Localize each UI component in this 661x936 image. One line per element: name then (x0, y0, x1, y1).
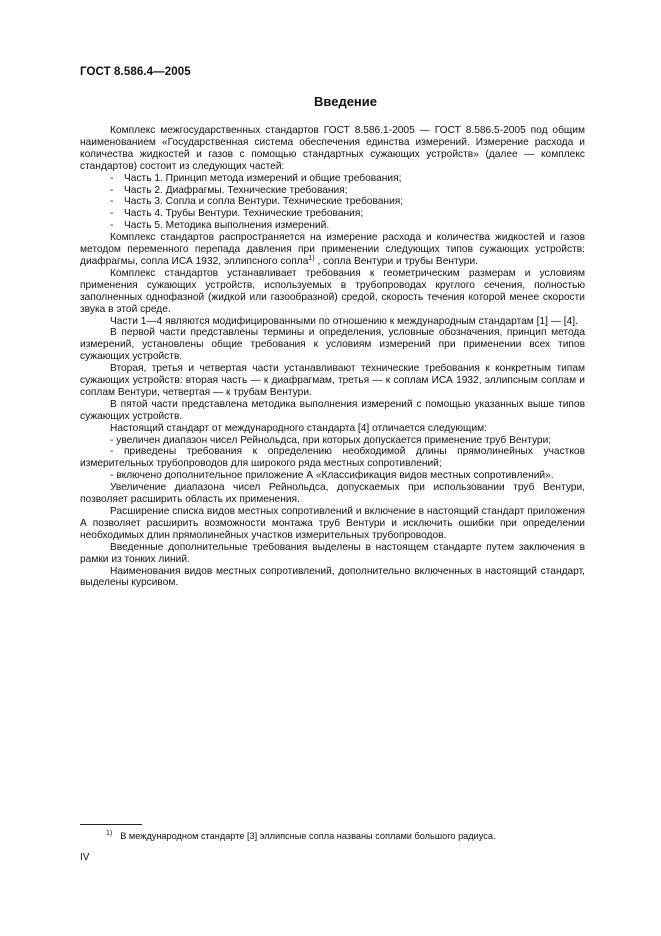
paragraph: В первой части представлены термины и определения, условные обозначения, принцип метода измерений, установлены общие требования к условиям измерений при применении всех типов сужающих устройств. (80, 327, 585, 363)
paragraph: Части 1—4 являются модифицированными по отношению к международным стандартам [1] — [4]. (110, 315, 578, 327)
body-text (80, 125, 585, 589)
paragraph: Введенные дополнительные требования выделены в настоящем стандарте путем заключения в рамки из тонких линий. (80, 541, 585, 565)
list-item (80, 208, 585, 220)
paragraph: Увеличение диапазона чисел Рейнольдса, допускаемых при использовании труб Вентури, позволяет расширить область их применения. (80, 482, 585, 506)
list-dash: - (110, 196, 114, 208)
list-dash: - (110, 220, 114, 232)
list-item-text: Часть 2. Диафрагмы. Технические требования; (124, 184, 348, 196)
difference-item: - включено дополнительное приложение А «Классификация видов местных сопротивлений». (110, 470, 554, 482)
section-title: Введение (314, 94, 377, 109)
footnote-text: В международном стандарте [3] эллипсные сопла названы соплами большого радиуса. (120, 831, 496, 841)
footnote (106, 828, 586, 842)
paragraph: Комплекс межгосударственных стандартов ГОСТ 8.586.1-2005 — ГОСТ 8.586.5-2005 под общим наименованием «Государственная система обеспечения единства измерений. Измерение расхода и количества жидкостей и газов с помощью стандартных сужающих устройств» (далее — комплекс стандартов) состоит из следующих частей: (80, 125, 585, 172)
document-header: ГОСТ 8.586.4—2005 (80, 66, 191, 78)
list-dash: - (110, 184, 114, 196)
paragraph: Наименования видов местных сопротивлений, дополнительно включенных в настоящий стандарт, выделены курсивом. (80, 565, 585, 589)
paragraph-text: , сопла Вентури и трубы Вентури. (314, 255, 478, 267)
difference-item: - приведены требования к определению необходимой длины прямолинейных участков измерительных трубопроводов для широкого ряда местных сопротивлений; (80, 446, 585, 470)
paragraph: Вторая, третья и четвертая части устанавливают технические требования к конкретным типам сужающих устройств: вторая часть — к диафрагмам, третья — к соплам ИСА 1932, эллипсным соплам и соплам Вентури, четвертая — к трубам Вентури. (80, 363, 585, 398)
page-number: IV (80, 852, 90, 863)
difference-item: - увеличен диапазон чисел Рейнольдса, при которых допускается применение труб Вентури; (110, 434, 552, 446)
paragraph: Настоящий стандарт от международного стандарта [4] отличается следующим: (110, 422, 487, 434)
list-item-text: Часть 3. Сопла и сопла Вентури. Технические требования; (124, 196, 404, 208)
list-item (80, 173, 585, 185)
paragraph: Комплекс стандартов устанавливает требования к геометрическим размерам и условиям применения сужающих устройств, используемых в трубопроводах круглого сечения, полностью заполненных однофазной (жидкой или газообразной) средой, скорость течения которой менее скорости звука в этой среде. (80, 267, 585, 315)
list-item (80, 196, 585, 208)
paragraph: В пятой части представлена методика выполнения измерений с помощью указанных выше типов сужающих устройств. (80, 398, 585, 422)
list-item-text: Часть 5. Методика выполнения измерений. (124, 220, 330, 232)
footnote-reference: 1) (308, 254, 315, 262)
paragraph (80, 232, 585, 268)
footnote-number: 1) (106, 830, 113, 837)
list-dash: - (110, 208, 114, 220)
paragraph: Расширение списка видов местных сопротивлений и включение в настоящий стандарт приложения А позволяет расширить возможности монтажа труб Вентури и исключить ошибки при определении необходимых длин прямолинейных участков измерительных трубопроводов. (80, 506, 585, 541)
footnote-separator (80, 824, 142, 825)
list-item-text: Часть 1. Принцип метода измерений и общие требования; (124, 172, 402, 184)
list-item (80, 220, 585, 232)
paragraph-text: Комплекс стандартов распространяется на измерение расхода и количества жидкостей и газов методом переменного перепада давления при применении следующих типов сужающих устройств: диафрагмы, сопла ИСА 1932, эллипсного сопла (80, 232, 585, 267)
list-item (80, 185, 585, 197)
list-item-text: Часть 4. Трубы Вентури. Технические требования; (124, 208, 364, 220)
list-dash: - (110, 172, 114, 184)
